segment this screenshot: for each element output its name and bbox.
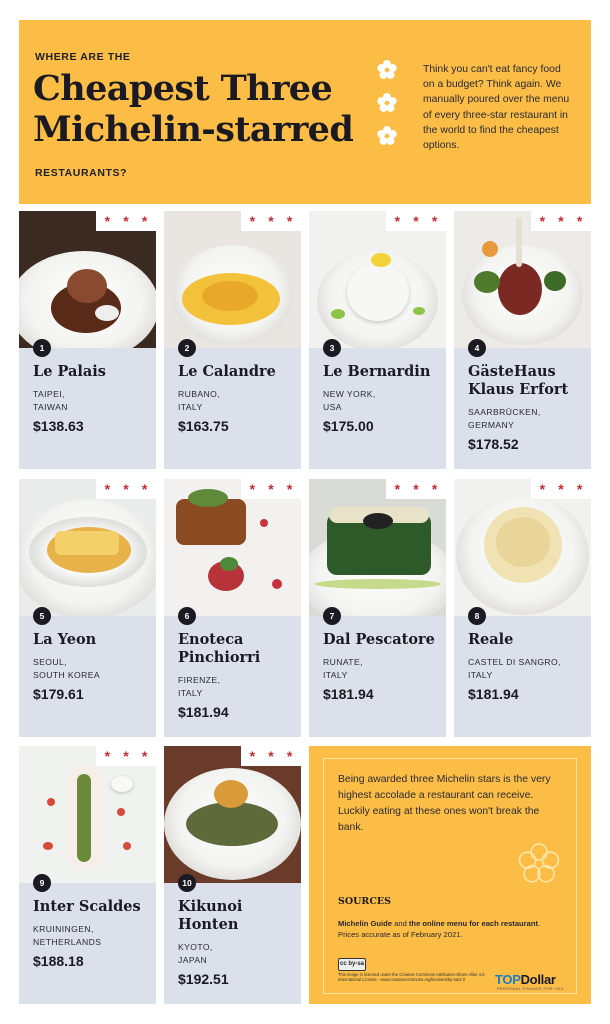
three-star-rating (96, 746, 156, 766)
dish-photo (164, 746, 301, 883)
logo-tagline: PERSONAL FINANCE FOR YOU (497, 986, 564, 991)
restaurant-city: NEW YORK, (323, 389, 376, 399)
sources-link-menus: the online menu for each restaurant (408, 919, 539, 928)
restaurant-card-9 (19, 746, 156, 1004)
dish-photo (309, 211, 446, 348)
restaurant-name: La Yeon (33, 631, 97, 648)
restaurant-price: $138.63 (33, 418, 84, 434)
three-star-rating (531, 479, 591, 499)
restaurant-country: NETHERLANDS (33, 937, 102, 947)
rank-badge: 3 (323, 339, 341, 357)
restaurant-city: KRUININGEN, (33, 924, 94, 934)
restaurant-country: JAPAN (178, 955, 208, 965)
restaurant-price: $181.94 (323, 686, 374, 702)
creative-commons-badge: cc by-sa (338, 958, 366, 971)
restaurant-name: Le Calandre (178, 363, 276, 380)
michelin-star-icon: * (394, 213, 401, 229)
restaurant-city: RUNATE, (323, 657, 363, 667)
title-line-1: Cheapest Three (33, 68, 333, 109)
restaurant-card-3 (309, 211, 446, 469)
michelin-star-icon: * (286, 481, 293, 497)
michelin-star-icon: * (268, 481, 274, 497)
restaurant-name: Reale (468, 631, 514, 648)
sources-heading: SOURCES (338, 896, 391, 907)
info-text: Being awarded three Michelin stars is the very highest accolade a restaurant can receive. Luckily eating at these ones won't break the bank. (338, 774, 551, 833)
michelin-star-icon: * (104, 748, 111, 764)
michelin-star-icon: * (141, 481, 148, 497)
restaurant-city: SAARBRÜCKEN, (468, 407, 541, 417)
michelin-star-icon: * (123, 213, 129, 229)
michelin-flower-icon (375, 91, 399, 115)
michelin-star-icon: * (123, 748, 129, 764)
michelin-star-icon: * (413, 481, 419, 497)
rank-badge: 7 (323, 607, 341, 625)
restaurant-country: SOUTH KOREA (33, 670, 100, 680)
restaurant-city: TAIPEI, (33, 389, 65, 399)
restaurant-city: FIRENZE, (178, 675, 221, 685)
dish-photo (309, 479, 446, 616)
michelin-flower-icon (515, 840, 563, 888)
michelin-star-icon: * (431, 213, 438, 229)
michelin-star-icon: * (104, 481, 111, 497)
michelin-star-icon: * (558, 481, 564, 497)
restaurant-card-8 (454, 479, 591, 737)
title-kicker-bottom: RESTAURANTS? (35, 167, 128, 179)
restaurant-price: $175.00 (323, 418, 374, 434)
restaurant-country: ITALY (178, 402, 203, 412)
michelin-star-icon: * (576, 481, 583, 497)
sources-text: Michelin Guide and the online menu for each restaurant. Prices accurate as of February 2021. (338, 919, 541, 939)
michelin-star-icon: * (558, 213, 564, 229)
rank-badge: 10 (178, 874, 196, 892)
michelin-star-icon: * (249, 213, 256, 229)
restaurant-name: Le Palais (33, 363, 106, 380)
restaurant-card-10 (164, 746, 301, 1004)
michelin-star-icon: * (141, 213, 148, 229)
dish-photo (454, 479, 591, 616)
rank-badge: 5 (33, 607, 51, 625)
restaurant-price: $181.94 (468, 686, 519, 702)
rank-badge: 8 (468, 607, 486, 625)
header-banner (19, 20, 591, 204)
michelin-flower-icon (375, 124, 399, 148)
restaurant-name: GästeHaus Klaus Erfort (468, 363, 569, 398)
michelin-star-icon: * (123, 481, 129, 497)
restaurant-price: $163.75 (178, 418, 229, 434)
restaurant-name: Inter Scaldes (33, 898, 141, 915)
dish-photo (454, 211, 591, 348)
flower-icons (375, 58, 399, 157)
restaurant-price: $181.94 (178, 704, 229, 720)
rank-badge: 2 (178, 339, 196, 357)
sources-link-michelin: Michelin Guide (338, 919, 393, 928)
dish-photo (19, 211, 156, 348)
restaurant-city: KYOTO, (178, 942, 213, 952)
dish-photo (19, 479, 156, 616)
restaurant-name: Enoteca Pinchiorri (178, 631, 261, 666)
rank-badge: 1 (33, 339, 51, 357)
three-star-rating (386, 211, 446, 231)
restaurant-country: GERMANY (468, 420, 515, 430)
michelin-star-icon: * (249, 748, 256, 764)
restaurant-name: Kikunoi Honten (178, 898, 243, 933)
restaurant-price: $179.61 (33, 686, 84, 702)
michelin-star-icon: * (249, 481, 256, 497)
rank-badge: 6 (178, 607, 196, 625)
restaurant-price: $188.18 (33, 953, 84, 969)
michelin-star-icon: * (268, 213, 274, 229)
michelin-star-icon: * (141, 748, 148, 764)
three-star-rating (241, 211, 301, 231)
michelin-star-icon: * (286, 213, 293, 229)
restaurant-country: USA (323, 402, 342, 412)
title-kicker-top: WHERE ARE THE (35, 51, 131, 63)
dish-photo (164, 479, 301, 616)
restaurant-country: ITALY (323, 670, 348, 680)
license-text: This image is licensed under the Creative Commons Attribution-Share Alike 4.0 International License - www.creativecommons.org/licenses/by-sa/4.0 (338, 972, 485, 983)
three-star-rating (531, 211, 591, 231)
michelin-star-icon: * (539, 481, 546, 497)
michelin-star-icon: * (286, 748, 293, 764)
restaurant-name: Le Bernardin (323, 363, 431, 380)
restaurant-price: $178.52 (468, 436, 519, 452)
topdollar-logo: TOPDollar (495, 972, 556, 987)
michelin-flower-icon (375, 58, 399, 82)
three-star-rating (96, 479, 156, 499)
intro-blurb: Think you can't eat fancy food on a budget? Think again. We manually poured over the menu of every three-star restaurant in the world to find the cheapest options. (423, 64, 570, 152)
michelin-star-icon: * (576, 213, 583, 229)
michelin-star-icon: * (104, 213, 111, 229)
dish-photo (164, 211, 301, 348)
title-line-2: Michelin-starred (33, 109, 354, 150)
three-star-rating (386, 479, 446, 499)
three-star-rating (241, 479, 301, 499)
restaurant-city: CASTEL DI SANGRO, (468, 657, 561, 667)
restaurant-card-5 (19, 479, 156, 737)
dish-photo (19, 746, 156, 883)
restaurant-card-1 (19, 211, 156, 469)
michelin-star-icon: * (431, 481, 438, 497)
rank-badge: 9 (33, 874, 51, 892)
three-star-rating (96, 211, 156, 231)
restaurant-card-2 (164, 211, 301, 469)
restaurant-country: ITALY (468, 670, 493, 680)
info-panel (309, 746, 591, 1004)
michelin-star-icon: * (539, 213, 546, 229)
three-star-rating (241, 746, 301, 766)
michelin-star-icon: * (413, 213, 419, 229)
restaurant-card-6 (164, 479, 301, 737)
restaurant-name: Dal Pescatore (323, 631, 435, 648)
restaurant-city: RUBANO, (178, 389, 220, 399)
restaurant-price: $192.51 (178, 971, 229, 987)
restaurant-country: TAIWAN (33, 402, 68, 412)
michelin-star-icon: * (268, 748, 274, 764)
page-title (33, 68, 353, 150)
restaurant-city: SEOUL, (33, 657, 67, 667)
restaurant-country: ITALY (178, 688, 203, 698)
restaurant-card-7 (309, 479, 446, 737)
restaurant-card-4 (454, 211, 591, 469)
michelin-star-icon: * (394, 481, 401, 497)
rank-badge: 4 (468, 339, 486, 357)
